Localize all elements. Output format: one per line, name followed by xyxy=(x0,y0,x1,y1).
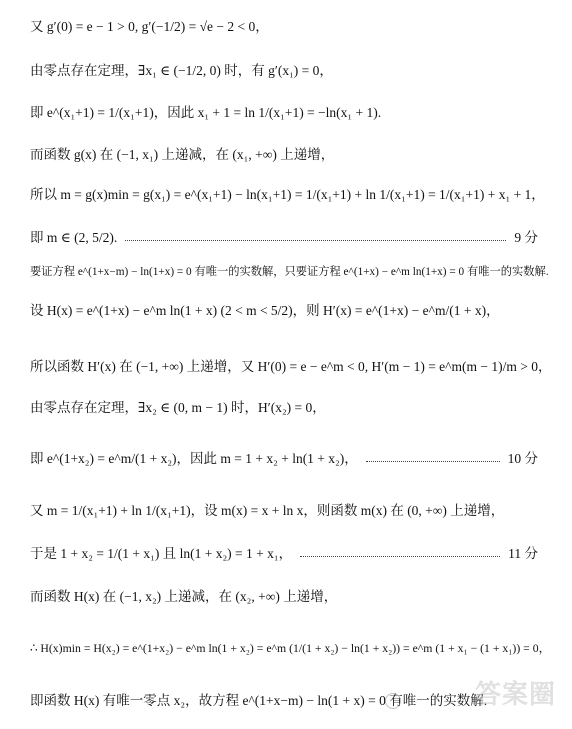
line-9: 所以函数 H′(x) 在 (−1, +∞) 上递增，又 H′(0) = e − e^m < 0, H′(m − 1) = e^m(m − 1)/m > 0， xyxy=(30,359,552,374)
line-16: 即函数 H(x) 有唯一零点 x₂，故方程 e^(1+x−m) − ln(1 + x) = 0 有唯一的实数解. xyxy=(30,693,488,708)
dotted-leader xyxy=(300,556,500,557)
line-11-text: 即 e^(1+x₂) = e^m/(1 + x₂)，因此 m = 1 + x₂ + ln(1 + x₂)， xyxy=(30,451,358,466)
line-10: 由零点存在定理，∃x₂ ∈ (0, m − 1) 时，H′(x₂) = 0， xyxy=(30,400,326,415)
watermark-logo: 答案圈 xyxy=(474,680,556,710)
line-11 xyxy=(30,450,558,468)
line-14: 而函数 H(x) 在 (−1, x₂) 上递减，在 (x₂, +∞) 上递增， xyxy=(30,589,338,604)
line-4: 而函数 g(x) 在 (−1, x₁) 上递减，在 (x₁, +∞) 上递增， xyxy=(30,147,335,162)
dotted-leader xyxy=(125,240,506,241)
score-label: 9 分 xyxy=(514,230,538,245)
line-8: 设 H(x) = e^(1+x) − e^m ln(1 + x) (2 < m < 5/2)，则 H′(x) = e^(1+x) − e^m/(1 + x)， xyxy=(30,303,500,318)
line-1: 又 g′(0) = e − 1 > 0, g′(−1/2) = √e − 2 < 0， xyxy=(30,19,269,34)
score-label: 10 分 xyxy=(507,451,538,466)
line-2: 由零点存在定理，∃x₁ ∈ (−1/2, 0) 时，有 g′(x₁) = 0， xyxy=(30,63,333,78)
dotted-leader xyxy=(366,461,500,462)
line-6 xyxy=(30,229,558,247)
line-12: 又 m = 1/(x₁+1) + ln 1/(x₁+1)，设 m(x) = x + ln x，则函数 m(x) 在 (0, +∞) 上递增， xyxy=(30,503,505,518)
line-6-text: 即 m ∈ (2, 5/2). xyxy=(30,230,118,245)
line-13-text: 于是 1 + x₂ = 1/(1 + x₁) 且 ln(1 + x₂) = 1 + x₁， xyxy=(30,546,293,561)
watermark-icon xyxy=(385,693,401,709)
score-label: 11 分 xyxy=(508,546,538,561)
line-3: 即 e^(x₁+1) = 1/(x₁+1)，因此 x₁ + 1 = ln 1/(x₁+1) = −ln(x₁ + 1). xyxy=(30,105,382,120)
line-15: ∴ H(x)min = H(x₂) = e^(1+x₂) − e^m ln(1 + x₂) = e^m (1/(1 + x₂) − ln(1 + x₂)) = e^m (1 + x₁ − (1 + x₁)) = 0， xyxy=(30,642,551,655)
line-5: 所以 m = g(x)min = g(x₁) = e^(x₁+1) − ln(x₁+1) = 1/(x₁+1) + ln 1/(x₁+1) = 1/(x₁+1) + x₁ + 1， xyxy=(30,187,545,202)
line-7: 要证方程 e^(1+x−m) − ln(1+x) = 0 有唯一的实数解，只要证方程 e^(1+x) − e^m ln(1+x) = 0 有唯一的实数解. xyxy=(30,266,549,278)
line-13 xyxy=(30,545,558,563)
